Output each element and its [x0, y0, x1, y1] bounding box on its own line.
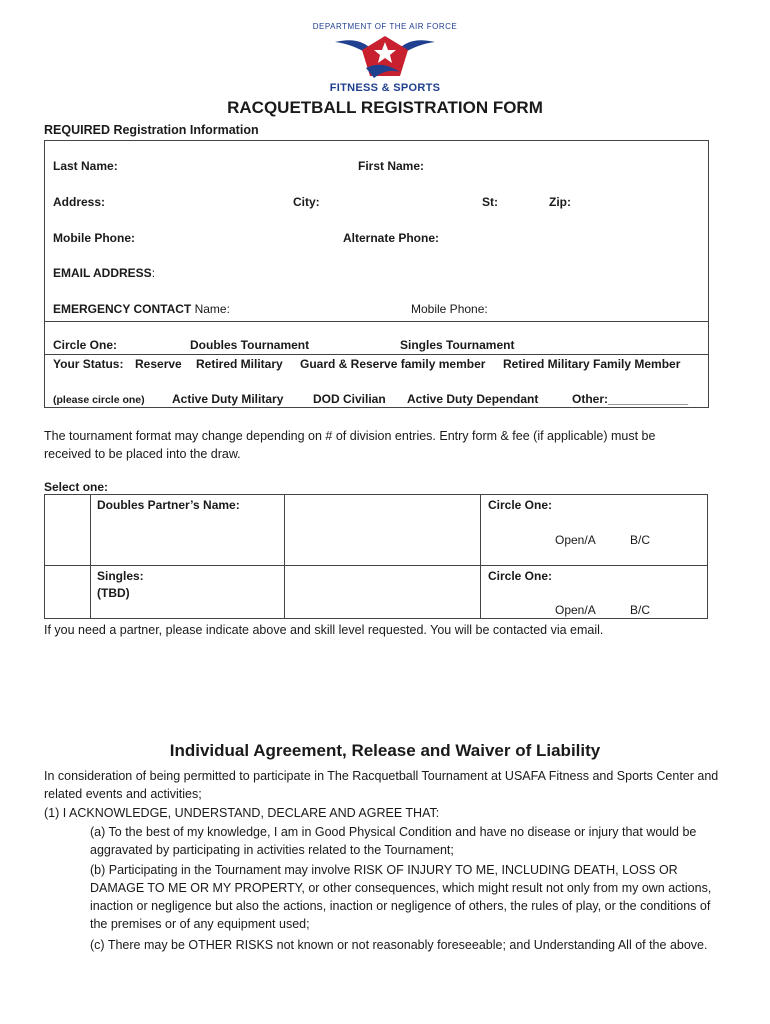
email-address-label: EMAIL ADDRESS: — [53, 266, 156, 280]
table-divider — [480, 494, 481, 619]
status-option-retired-military[interactable]: Retired Military — [196, 357, 283, 371]
doubles-circle-one-label: Circle One: — [488, 498, 553, 512]
circle-one-label: Circle One: — [53, 338, 118, 352]
status-option-guard-reserve-family[interactable]: Guard & Reserve family member — [300, 357, 486, 371]
status-label: Your Status: — [53, 357, 124, 371]
singles-circle-one-label: Circle One: — [488, 569, 553, 583]
waiver-clause-c: (c) There may be OTHER RISKS not known or not reasonably foreseeable; and Understanding All of the above. — [90, 938, 708, 952]
mobile-phone-label: Mobile Phone: — [53, 231, 135, 245]
status-option-active-duty[interactable]: Active Duty Military — [172, 392, 284, 406]
required-heading: REQUIRED Registration Information — [44, 123, 259, 137]
select-one-label: Select one: — [44, 480, 109, 494]
city-label: City: — [293, 195, 320, 209]
state-label: St: — [482, 195, 498, 209]
doubles-open-a-option[interactable]: Open/A — [555, 533, 596, 547]
waiver-intro: In consideration of being permitted to participate in The Racquetball Tournament at USAFA Fitness and Sports Center and related events and activities; — [44, 769, 719, 801]
status-option-other[interactable]: Other:____________ — [572, 392, 689, 406]
status-option-reserve[interactable]: Reserve — [135, 357, 182, 371]
divider — [44, 354, 709, 355]
waiver-clause-a: (a) To the best of my knowledge, I am in Good Physical Condition and have no disease or injury that would be aggravated by participating in activities related to the Tournament; — [90, 825, 697, 857]
status-option-retired-military-family[interactable]: Retired Military Family Member — [503, 357, 681, 371]
logo-fitness-sports-text: FITNESS & SPORTS — [329, 82, 441, 94]
singles-select-box[interactable] — [58, 580, 76, 598]
address-label: Address: — [53, 195, 106, 209]
air-force-logo-icon — [330, 32, 440, 82]
emergency-mobile-label: Mobile Phone: — [411, 302, 488, 316]
singles-open-a-option[interactable]: Open/A — [555, 603, 596, 617]
logo-department-text: DEPARTMENT OF THE AIR FORCE — [312, 22, 458, 31]
doubles-partner-label: Doubles Partner’s Name: — [97, 498, 240, 512]
zip-label: Zip: — [549, 195, 571, 209]
status-option-active-duty-dependant[interactable]: Active Duty Dependant — [407, 392, 539, 406]
singles-tbd-label: (TBD) — [97, 586, 130, 600]
emergency-contact-label: EMERGENCY CONTACT Name: — [53, 302, 230, 316]
form-title: RACQUETBALL REGISTRATION FORM — [227, 98, 543, 117]
doubles-bc-option[interactable]: B/C — [630, 533, 651, 547]
singles-label: Singles: — [97, 569, 144, 583]
doubles-partner-name-field[interactable] — [290, 500, 475, 560]
waiver-clause-b: (b) Participating in the Tournament may involve RISK OF INJURY TO ME, INCLUDING DEATH, LOSS OR DAMAGE TO ME OR MY PROPERTY, or other consequences, which might result not only from my own actions, inaction or negligence but also the actions, inaction or negligence of others, the rules of play, or the conditions of the premises or of any equipment used; — [90, 863, 712, 931]
doubles-tournament-option[interactable]: Doubles Tournament — [190, 338, 310, 352]
singles-tournament-option[interactable]: Singles Tournament — [400, 338, 515, 352]
last-name-label: Last Name: — [53, 159, 118, 173]
doubles-select-box[interactable] — [58, 506, 76, 524]
first-name-label: First Name: — [358, 159, 425, 173]
table-divider — [284, 494, 285, 619]
format-note: The tournament format may change depending on # of division entries. Entry form & fee (if applicable) must be received to be placed into the draw. — [44, 429, 656, 461]
waiver-title: Individual Agreement, Release and Waiver of Liability — [169, 741, 601, 760]
singles-bc-option[interactable]: B/C — [630, 603, 651, 617]
please-circle-one-note: (please circle one) — [53, 394, 145, 406]
table-divider — [90, 494, 91, 619]
waiver-acknowledge: (1) I ACKNOWLEDGE, UNDERSTAND, DECLARE AND AGREE THAT: — [44, 806, 440, 820]
partner-note: If you need a partner, please indicate above and skill level requested. You will be contacted via email. — [44, 623, 604, 637]
status-option-dod-civilian[interactable]: DOD Civilian — [313, 392, 386, 406]
alternate-phone-label: Alternate Phone: — [343, 231, 440, 245]
table-divider — [44, 565, 708, 566]
divider — [44, 321, 709, 322]
